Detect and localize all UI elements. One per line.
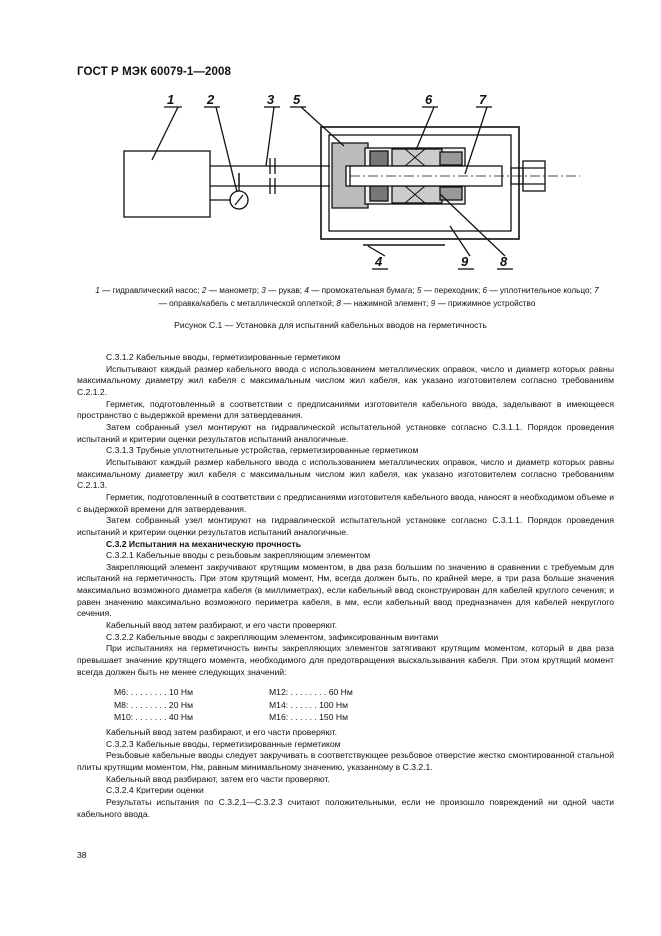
torque-value: М8: . . . . . . . . 20 Нм xyxy=(114,699,193,710)
callout-2: 2 xyxy=(207,92,215,107)
torque-value: М14: . . . . . . 100 Нм xyxy=(269,699,348,710)
torque-table xyxy=(114,686,614,723)
paragraph: Резьбовые кабельные вводы следует закручивать в соответствующее резьбовое отверстие жестко смонтированной стальной плиты крутящим моментом, Нм, равным минимальному значению, указанному в С.3.2.1. xyxy=(77,750,614,772)
clause-heading: С.3.1.2 Кабельные вводы, герметизированные герметиком xyxy=(106,352,341,362)
clause-heading: С.3.2.4 Критерии оценки xyxy=(106,785,204,796)
callout-5: 5 xyxy=(293,92,301,107)
paragraph: Испытывают каждый размер кабельного ввода с использованием металлических оправок, число и диаметр которых равны максимальному диаметру жил кабеля с максимальным числом жил кабеля, как указано изготовителем согласно требованиям С.2.1.3. xyxy=(77,456,614,491)
torque-value: М12: . . . . . . . . 60 Нм xyxy=(269,687,353,698)
torque-value: М6: . . . . . . . . 10 Нм xyxy=(114,687,193,698)
callout-4: 4 xyxy=(375,254,383,269)
paragraph: Затем собранный узел монтируют на гидравлической испытательной установке согласно С.3.1.1. Порядок проведения испытаний и критерии оценки результатов испытаний аналогичные. xyxy=(77,421,614,444)
torque-value: М16: . . . . . . 150 Нм xyxy=(269,711,348,722)
paragraph: Кабельный ввод разбирают, затем его части проверяют. xyxy=(106,773,330,784)
callout-1: 1 xyxy=(167,92,175,107)
callout-7: 7 xyxy=(479,92,487,107)
torque-value: М10: . . . . . . . 40 Нм xyxy=(114,711,193,722)
callout-8: 8 xyxy=(500,254,508,269)
paragraph: Закрепляющий элемент закручивают крутящим моментом, в два раза большим по значению в сравнении с требуемым для испытаний на герметичность. При этом крутящий момент, Нм, всегда должен быть, по крайней мере, в три раза больше значения максимально возможного диаметра кабеля (в миллиметрах), если кабельный ввод сконструирован для кабелей круглого сечения; и равен значению максимально возможного периметра кабеля, в мм, если кабельный ввод предназначен для кабелей некруглого сечения. xyxy=(77,561,614,619)
page-number: 38 xyxy=(77,850,87,860)
paragraph: Испытывают каждый размер кабельного ввода с использованием металлических оправок, число и диаметр которых равны максимальному диаметру жил кабеля с максимальным числом жил кабеля, как указано изготовителем согласно требованиям С.2.1.2. xyxy=(77,363,614,397)
callout-3: 3 xyxy=(267,92,275,107)
callout-6: 6 xyxy=(425,92,433,107)
clause-heading: С.3.2.1 Кабельные вводы с резьбовым закрепляющим элементом xyxy=(106,550,371,561)
figure-caption: Рисунок С.1 — Установка для испытаний кабельных вводов на герметичность xyxy=(174,320,487,330)
clause-heading: С.3.2.2 Кабельные вводы с закрепляющим элементом, зафиксированным винтами xyxy=(106,631,439,642)
paragraph: Кабельный ввод затем разбирают, и его части проверяют. xyxy=(106,726,337,737)
page-header: ГОСТ Р МЭК 60079-1—2008 xyxy=(77,66,231,78)
document-body xyxy=(77,352,614,820)
paragraph: Затем собранный узел монтируют на гидравлической испытательной установке согласно С.3.1.1. Порядок проведения испытаний и критерии оценки результатов испытаний аналогичные. xyxy=(77,515,614,537)
paragraph: Герметик, подготовленный в соответствии с предписаниями изготовителя кабельного ввода, наносят в необходимом объеме и с выдержкой времени для затвердевания. xyxy=(77,491,614,514)
paragraph: Кабельный ввод затем разбирают, и его части проверяют. xyxy=(106,620,337,631)
paragraph: Герметик, подготовленный в соответствии с предписаниями изготовителя кабельного ввода, заделывают в имеющееся пространство с выдержкой времени для затвердевания. xyxy=(77,398,614,421)
test-setup-diagram xyxy=(100,88,580,278)
paragraph: При испытаниях на герметичность винты закрепляющих элементов затягивают крутящим моментом, который в два раза превышает значение крутящего момента, необходимого для предотвращения выскальзывания кабеля. При этом крутящий момент всегда должен быть не менее следующих значений: xyxy=(77,643,614,677)
pump-body xyxy=(124,151,210,217)
clause-heading: С.3.2.3 Кабельные вводы, герметизированные герметиком xyxy=(106,738,341,749)
clause-heading: С.3.1.3 Трубные уплотнительные устройства, герметизированные герметиком xyxy=(106,445,419,456)
callout-9: 9 xyxy=(461,254,469,269)
figure-legend: 1 — гидравлический насос; 2 — манометр; 3 — рукав; 4 — промокательная бумага; 5 — переходник; 6 — уплотнительное кольцо; 7 — оправка/кабель с металлической оплеткой; 8 — нажимной элемент; 9 — прижимное устройство xyxy=(95,286,599,308)
section-heading: С.3.2 Испытания на механическую прочность xyxy=(106,538,301,549)
paragraph: Результаты испытания по С.3.2.1—С.3.2.3 считают положительными, если не произошло повреждений ни одной части кабельного ввода. xyxy=(77,796,614,819)
